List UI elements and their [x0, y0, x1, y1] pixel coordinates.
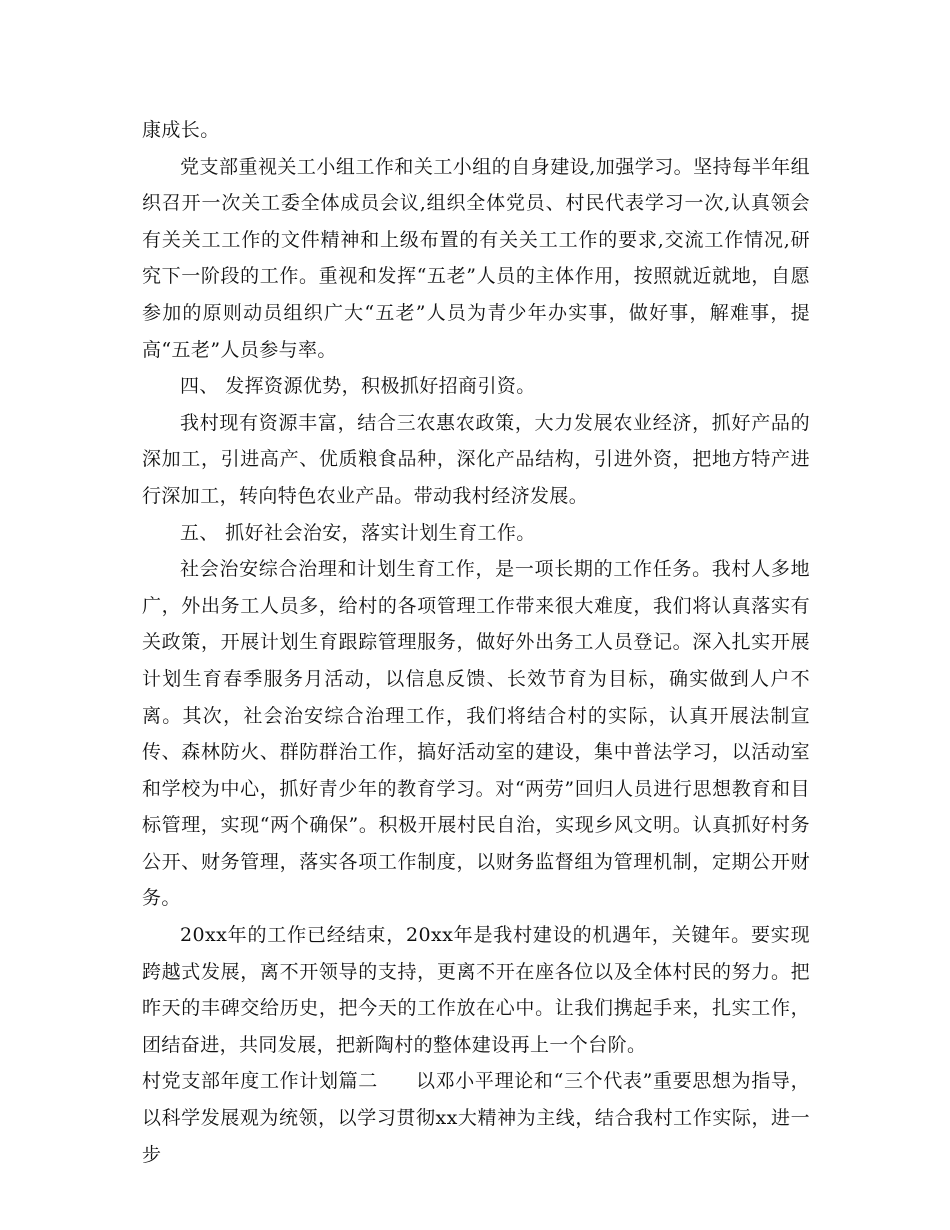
- document-body: [142, 112, 810, 1173]
- paragraph-resources: 我村现有资源丰富，结合三农惠农政策，大力发展农业经济，抓好产品的深加工，引进高产、优质粮食品种，深化产品结构，引进外资，把地方特产进行深加工，转向特色农业产品。带动我村经济发展。: [142, 411, 810, 507]
- paragraph-conclusion: 20xx年的工作已经结束，20xx年是我村建设的机遇年，关键年。要实现跨越式发展，离不开领导的支持，更离不开在座各位以及全体村民的努力。把昨天的丰碑交给历史，把今天的工作放在心中。让我们携起手来，扎实工作，团结奋进，共同发展，把新陶村的整体建设再上一个台阶。: [142, 924, 810, 1056]
- section-body: 以邓小平理论和“三个代表”重要思想为指导，以科学发展观为统领，以学习贯彻xx大精神为主线，结合我村工作实际，进一步: [142, 1070, 810, 1166]
- heading-four: 四、 发挥资源优势，积极抓好招商引资。: [180, 375, 536, 398]
- paragraph-continuation: 康成长。: [142, 119, 220, 141]
- paragraph-guan-gong: 党支部重视关工小组工作和关工小组的自身建设,加强学习。坚持每半年组织召开一次关工委全体成员会议,组织全体党员、村民代表学习一次,认真领会有关关工工作的文件精神和上级布置的有关关工工作的要求,交流工作情况,研究下一阶段的工作。重视和发挥“五老”人员的主体作用，按照就近就地，自愿参加的原则动员组织广大“五老”人员为青少年办实事，做好事，解难事，提高“五老”人员参与率。: [142, 155, 810, 361]
- paragraph-public-security: 社会治安综合治理和计划生育工作，是一项长期的工作任务。我村人多地广，外出务工人员多，给村的各项管理工作带来很大难度，我们将认真落实有关政策，开展计划生育跟踪管理服务，做好外出务工人员登记。深入扎实开展计划生育春季服务月活动，以信息反馈、长效节育为目标，确实做到人户不离。其次，社会治安综合治理工作，我们将结合村的实际，认真开展法制宣传、森林防火、群防群治工作，搞好活动室的建设，集中普法学习，以活动室和学校为中心，抓好青少年的教育学习。对“两劳”回归人员进行思想教育和目标管理，实现“两个确保”。积极开展村民自治，实现乡风文明。认真抓好村务公开、财务管理，落实各项工作制度，以财务监督组为管理机制，定期公开财务。: [142, 558, 810, 910]
- heading-five: 五、 抓好社会治安，落实计划生育工作。: [180, 521, 536, 544]
- section-title: 村党支部年度工作计划篇二: [142, 1070, 378, 1093]
- section-two: [142, 1063, 810, 1173]
